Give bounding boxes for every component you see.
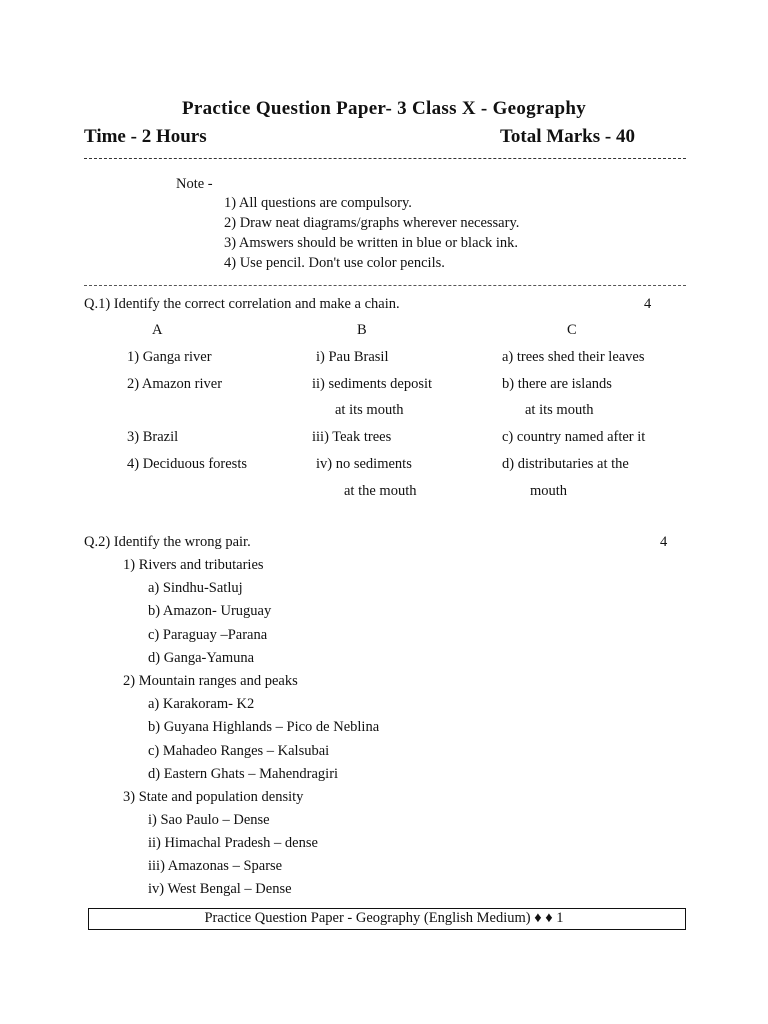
- match-c-item: a) trees shed their leaves: [502, 349, 645, 365]
- list-item: a) Karakoram- K2: [148, 696, 255, 712]
- list-item: ii) Himachal Pradesh – dense: [148, 835, 318, 851]
- page-title: Practice Question Paper- 3 Class X - Geography: [181, 98, 587, 119]
- match-a-item: 3) Brazil: [127, 429, 179, 445]
- match-c-item-cont: mouth: [530, 483, 568, 499]
- match-b-item: i) Pau Brasil: [316, 349, 389, 365]
- match-b-item: iii) Teak trees: [312, 429, 392, 445]
- column-header-c: C: [567, 322, 577, 338]
- group-heading: 1) Rivers and tributaries: [123, 557, 264, 573]
- column-header-b: B: [357, 322, 367, 338]
- match-c-item-cont: at its mouth: [525, 402, 594, 418]
- list-item: a) Sindhu-Satluj: [148, 580, 243, 596]
- list-item: iv) West Bengal – Dense: [148, 881, 292, 897]
- list-item: c) Paraguay –Parana: [148, 627, 268, 643]
- question-1: Q.1) Identify the correct correlation and make a chain.: [84, 296, 400, 312]
- question-1-marks: 4: [644, 296, 652, 312]
- list-item: d) Ganga-Yamuna: [148, 650, 255, 666]
- column-header-a: A: [152, 322, 163, 338]
- time-label: Time - 2 Hours: [84, 126, 207, 147]
- note-item: 1) All questions are compulsory.: [224, 195, 412, 211]
- match-b-item-cont: at its mouth: [335, 402, 404, 418]
- list-item: b) Amazon- Uruguay: [148, 603, 272, 619]
- total-marks-label: Total Marks - 40: [500, 126, 635, 147]
- list-item: d) Eastern Ghats – Mahendragiri: [148, 766, 339, 782]
- list-item: b) Guyana Highlands – Pico de Neblina: [148, 719, 380, 735]
- note-item: 2) Draw neat diagrams/graphs wherever necessary.: [224, 215, 520, 231]
- question-2: Q.2) Identify the wrong pair.: [84, 534, 251, 550]
- note-label: Note -: [176, 176, 213, 192]
- note-item: 3) Amswers should be written in blue or black ink.: [224, 235, 518, 251]
- list-item: iii) Amazonas – Sparse: [148, 858, 283, 874]
- match-b-item: ii) sediments deposit: [312, 376, 433, 392]
- group-heading: 2) Mountain ranges and peaks: [123, 673, 298, 689]
- match-a-item: 4) Deciduous forests: [127, 456, 248, 472]
- list-item: i) Sao Paulo – Dense: [148, 812, 270, 828]
- match-a-item: 1) Ganga river: [127, 349, 212, 365]
- divider: [84, 158, 686, 159]
- group-heading: 3) State and population density: [123, 789, 304, 805]
- question-2-marks: 4: [660, 534, 668, 550]
- note-item: 4) Use pencil. Don't use color pencils.: [224, 255, 445, 271]
- match-b-item-cont: at the mouth: [344, 483, 417, 499]
- footer-text: Practice Question Paper - Geography (English Medium) ♦ ♦ 1: [204, 910, 564, 926]
- match-c-item: b) there are islands: [502, 376, 612, 392]
- divider: [84, 285, 686, 286]
- match-c-item: d) distributaries at the: [502, 456, 629, 472]
- list-item: c) Mahadeo Ranges – Kalsubai: [148, 743, 330, 759]
- match-c-item: c) country named after it: [502, 429, 646, 445]
- match-b-item: iv) no sediments: [316, 456, 412, 472]
- match-a-item: 2) Amazon river: [127, 376, 223, 392]
